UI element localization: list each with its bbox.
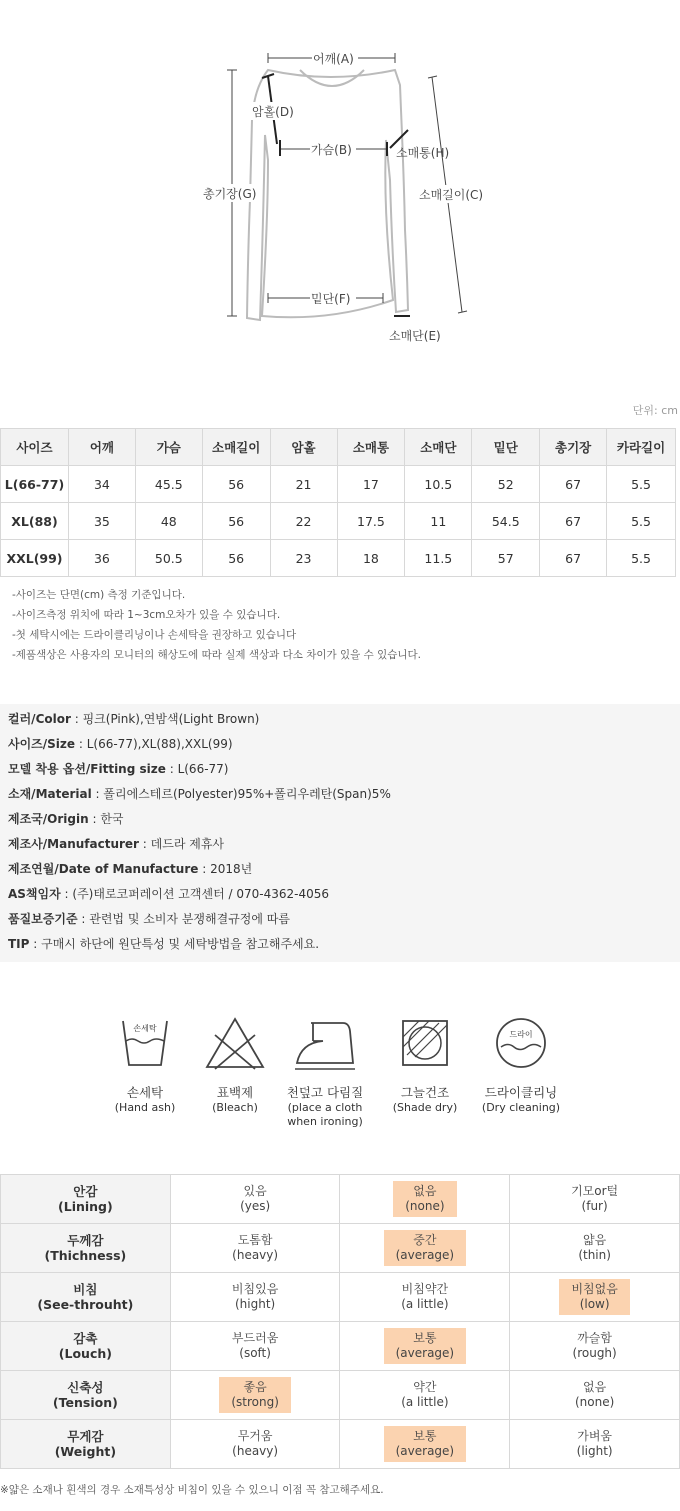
info-value: : 핑크(Pink),연밤색(Light Brown): [70, 712, 260, 726]
header-total-length: 총기장: [540, 429, 607, 466]
info-key: 제조사/Manufacturer: [8, 837, 139, 851]
fabric-option-label: [220, 1279, 290, 1315]
iron-icon: [293, 1015, 357, 1071]
fabric-row: [1, 1273, 680, 1322]
care-label-en: (Bleach): [212, 1101, 258, 1114]
fabric-category-en: (Tension): [52, 1395, 118, 1410]
option-ko: 얇음: [583, 1233, 607, 1247]
fabric-category-ko: 비침: [73, 1282, 98, 1297]
unit-label: 단위: cm: [632, 404, 678, 417]
info-value: : 2018년: [198, 862, 253, 876]
fabric-option-label: [228, 1181, 282, 1217]
option-en: (light): [576, 1444, 613, 1458]
option-ko: 가벼움: [577, 1429, 613, 1443]
fabric-option: [170, 1175, 340, 1224]
value-cell: 5.5: [607, 503, 676, 540]
value-cell: 23: [270, 540, 337, 577]
fabric-option-selected: [384, 1230, 467, 1266]
header-sleeve-width: 소매통: [337, 429, 405, 466]
value-cell: 36: [68, 540, 135, 577]
size-cell: L(66-77): [1, 466, 69, 503]
option-ko: 없음: [583, 1380, 607, 1394]
option-ko: 비침없음: [571, 1282, 618, 1296]
value-cell: 18: [337, 540, 405, 577]
option-ko: 보통: [413, 1429, 437, 1443]
info-row: [8, 832, 672, 857]
option-ko: 무거움: [237, 1429, 273, 1443]
value-cell: 67: [540, 503, 607, 540]
fabric-option: [170, 1322, 340, 1371]
option-en: (average): [395, 1444, 455, 1458]
note-line: -사이즈는 단면(cm) 측정 기준입니다.: [12, 589, 186, 601]
fabric-option: [510, 1175, 680, 1224]
info-row: [8, 732, 672, 757]
value-cell: 54.5: [472, 503, 540, 540]
option-ko: 비침있음: [231, 1282, 279, 1296]
header-hem: 밑단: [472, 429, 540, 466]
info-row: [8, 932, 672, 957]
value-cell: 48: [135, 503, 202, 540]
fabric-option: [170, 1273, 340, 1322]
care-iron: [280, 1015, 370, 1129]
value-cell: 5.5: [607, 540, 676, 577]
fabric-option: [170, 1420, 340, 1469]
fabric-table: [0, 1174, 680, 1469]
value-cell: 50.5: [135, 540, 202, 577]
fabric-option: [170, 1224, 340, 1273]
care-shade-dry: [380, 1015, 470, 1115]
fabric-option-label: [566, 1230, 623, 1266]
fabric-option: [340, 1175, 510, 1224]
value-cell: 11: [405, 503, 472, 540]
fabric-option-label: [220, 1426, 290, 1462]
value-cell: 5.5: [607, 466, 676, 503]
info-row: [8, 707, 672, 732]
fabric-category-en: (Lining): [58, 1199, 113, 1214]
value-cell: 34: [68, 466, 135, 503]
info-row: [8, 757, 672, 782]
fabric-option-label: [389, 1279, 460, 1315]
fabric-category: [1, 1273, 171, 1322]
footnote: ※얇은 소재나 흰색의 경우 소재특성상 비침이 있을 수 있으니 이점 꼭 참고해주세요.: [0, 1484, 384, 1496]
info-key: 모델 착용 옵션/Fitting size: [8, 762, 166, 776]
option-ko: 중간: [413, 1233, 437, 1247]
option-en: (strong): [231, 1395, 279, 1409]
info-key: 제조연월/Date of Manufacture: [8, 862, 199, 876]
option-en: (fur): [581, 1199, 608, 1213]
note-line: -첫 세탁시에는 드라이클리닝이나 손세탁을 권장하고 있습니다: [12, 629, 297, 641]
fabric-row: [1, 1175, 680, 1224]
label-shoulder: 어깨(A): [313, 52, 354, 66]
table-row: [1, 466, 676, 503]
option-en: (heavy): [232, 1248, 279, 1262]
option-en: (soft): [239, 1346, 271, 1360]
care-label: 드라이클리닝: [484, 1085, 558, 1100]
value-cell: 35: [68, 503, 135, 540]
fabric-category: [1, 1420, 171, 1469]
fabric-row: [1, 1322, 680, 1371]
hand-wash-icon: [115, 1015, 175, 1071]
option-en: (yes): [240, 1199, 271, 1213]
info-value: : 폴리에스테르(Polyester)95%+폴리우레탄(Span)5%: [91, 787, 391, 801]
care-dry-clean: [476, 1015, 566, 1115]
svg-text:손세탁: 손세탁: [133, 1024, 157, 1033]
care-label: 표백제: [216, 1085, 254, 1100]
option-en: (thin): [578, 1248, 611, 1262]
care-label: 천덮고 다림질: [286, 1085, 364, 1100]
label-sleeve-hem: 소매단(E): [389, 329, 441, 343]
svg-text:드라이: 드라이: [509, 1030, 533, 1039]
label-sleeve-width: 소매통(H): [396, 146, 450, 160]
fabric-option: [510, 1273, 680, 1322]
info-value: : (주)태로코퍼레이션 고객센터 / 070-4362-4056: [60, 887, 329, 901]
size-notes: [12, 585, 421, 665]
fabric-option-label: [561, 1328, 629, 1364]
info-key: 소재/Material: [8, 787, 92, 801]
value-cell: 10.5: [405, 466, 472, 503]
label-sleeve-length: 소매길이(C): [419, 188, 484, 202]
option-en: (none): [405, 1199, 445, 1213]
option-ko: 좋음: [243, 1380, 267, 1394]
fabric-option-label: [389, 1377, 460, 1413]
info-row: [8, 857, 672, 882]
value-cell: 17.5: [337, 503, 405, 540]
info-key: 컬러/Color: [8, 712, 71, 726]
info-key: 품질보증기준: [8, 912, 78, 926]
option-en: (none): [574, 1395, 615, 1409]
product-info: [0, 704, 680, 962]
info-key: 사이즈/Size: [8, 737, 76, 751]
no-bleach-icon: [205, 1015, 265, 1071]
care-hand-wash: [100, 1015, 190, 1115]
value-cell: 52: [472, 466, 540, 503]
fabric-category: [1, 1371, 171, 1420]
option-en: (heavy): [232, 1444, 279, 1458]
care-no-bleach: [190, 1015, 280, 1115]
info-key: AS책임자: [8, 887, 61, 901]
fabric-option: [340, 1224, 510, 1273]
info-value: : 한국: [88, 812, 124, 826]
option-en: (rough): [572, 1346, 617, 1360]
label-chest: 가슴(B): [311, 143, 352, 157]
option-ko: 약간: [413, 1380, 437, 1394]
shade-dry-icon: [395, 1015, 455, 1071]
info-key: 제조국/Origin: [8, 812, 89, 826]
fabric-option-selected: [393, 1181, 456, 1217]
fabric-option-label: [220, 1230, 290, 1266]
fabric-option: [170, 1371, 340, 1420]
fabric-option: [510, 1322, 680, 1371]
fabric-option-label: [563, 1377, 626, 1413]
value-cell: 11.5: [405, 540, 472, 577]
fabric-category-ko: 신축성: [67, 1380, 104, 1395]
option-en: (a little): [401, 1395, 449, 1409]
label-hem: 밑단(F): [311, 292, 351, 306]
header-shoulder: 어깨: [68, 429, 135, 466]
value-cell: 57: [472, 540, 540, 577]
info-value: : 관련법 및 소비자 분쟁해결규정에 따름: [77, 912, 290, 926]
size-cell: XL(88): [1, 503, 69, 540]
option-ko: 보통: [413, 1331, 437, 1345]
option-en: (average): [395, 1248, 455, 1262]
option-en: (average): [395, 1346, 455, 1360]
fabric-category: [1, 1224, 171, 1273]
size-cell: XXL(99): [1, 540, 69, 577]
fabric-option-selected: [384, 1328, 467, 1364]
option-ko: 없음: [413, 1184, 437, 1198]
option-ko: 있음: [243, 1184, 267, 1198]
fabric-option-label: [565, 1426, 625, 1462]
table-row: [1, 503, 676, 540]
label-total-length: 총기장(G): [203, 187, 257, 201]
fabric-row: [1, 1224, 680, 1273]
option-en: (a little): [401, 1297, 449, 1311]
value-cell: 22: [270, 503, 337, 540]
info-key: TIP: [8, 937, 30, 951]
care-label-en: (Shade dry): [392, 1101, 458, 1114]
fabric-category: [1, 1322, 171, 1371]
option-ko: 부드러움: [231, 1331, 279, 1345]
header-armhole: 암홀: [270, 429, 337, 466]
fabric-option: [340, 1420, 510, 1469]
dry-clean-icon: [491, 1015, 551, 1071]
care-label: 그늘건조: [400, 1085, 450, 1100]
table-row: [1, 540, 676, 577]
fabric-option-selected: [219, 1377, 291, 1413]
header-sleeve-hem: 소매단: [405, 429, 472, 466]
care-label-en: (place a cloth: [287, 1101, 363, 1114]
care-label-en: (Dry cleaning): [481, 1101, 561, 1114]
option-ko: 비침약간: [401, 1282, 449, 1296]
care-instructions: [100, 1015, 580, 1140]
value-cell: 67: [540, 466, 607, 503]
fabric-category-ko: 두께감: [67, 1233, 104, 1248]
fabric-row: [1, 1371, 680, 1420]
info-row: [8, 907, 672, 932]
fabric-category-ko: 안감: [73, 1184, 98, 1199]
info-value: : L(66-77): [165, 762, 229, 776]
fabric-option: [340, 1371, 510, 1420]
value-cell: 56: [202, 503, 270, 540]
info-row: [8, 807, 672, 832]
info-value: : L(66-77),XL(88),XXL(99): [75, 737, 233, 751]
measurement-diagram: [0, 0, 680, 400]
fabric-category-ko: 무게감: [67, 1429, 104, 1444]
header-size: 사이즈: [1, 429, 69, 466]
fabric-option-selected: [559, 1279, 629, 1315]
fabric-option-label: [220, 1328, 290, 1364]
label-armhole: 암홀(D): [252, 105, 294, 119]
fabric-option-label: [559, 1181, 630, 1217]
option-en: (low): [579, 1297, 610, 1311]
fabric-option: [510, 1224, 680, 1273]
note-line: -제품색상은 사용자의 모니터의 해상도에 따라 실제 색상과 다소 차이가 있을 수 있습니다.: [12, 649, 421, 661]
value-cell: 67: [540, 540, 607, 577]
note-line: -사이즈측정 위치에 따라 1~3cm오차가 있을 수 있습니다.: [12, 609, 281, 621]
fabric-category: [1, 1175, 171, 1224]
size-table: [0, 428, 676, 577]
value-cell: 56: [202, 466, 270, 503]
info-row: [8, 882, 672, 907]
header-chest: 가슴: [135, 429, 202, 466]
fabric-category-en: (Louch): [58, 1346, 112, 1361]
care-label-en-2: when ironing): [287, 1115, 363, 1128]
fabric-option: [340, 1322, 510, 1371]
care-label: 손세탁: [126, 1085, 164, 1100]
info-value: : 구매시 하단에 원단특성 및 세탁방법을 참고해주세요.: [29, 937, 320, 951]
fabric-option: [510, 1371, 680, 1420]
care-label-en: (Hand ash): [114, 1101, 176, 1114]
option-ko: 기모or털: [571, 1184, 619, 1198]
value-cell: 45.5: [135, 466, 202, 503]
value-cell: 17: [337, 466, 405, 503]
fabric-row: [1, 1420, 680, 1469]
fabric-category-en: (Thichness): [44, 1248, 127, 1263]
value-cell: 21: [270, 466, 337, 503]
option-en: (hight): [234, 1297, 276, 1311]
header-collar-length: 카라길이: [607, 429, 676, 466]
header-sleeve-length: 소매길이: [202, 429, 270, 466]
value-cell: 56: [202, 540, 270, 577]
fabric-category-ko: 감촉: [73, 1331, 98, 1346]
option-ko: 도톰함: [237, 1233, 273, 1247]
fabric-option: [510, 1420, 680, 1469]
fabric-category-en: (See-throuht): [37, 1297, 134, 1312]
size-table-header-row: [1, 429, 676, 466]
fabric-category-en: (Weight): [54, 1444, 117, 1459]
option-ko: 까슬함: [577, 1331, 612, 1345]
fabric-option-selected: [384, 1426, 467, 1462]
info-row: [8, 782, 672, 807]
info-value: : 데드라 제휴사: [138, 837, 225, 851]
fabric-option: [340, 1273, 510, 1322]
